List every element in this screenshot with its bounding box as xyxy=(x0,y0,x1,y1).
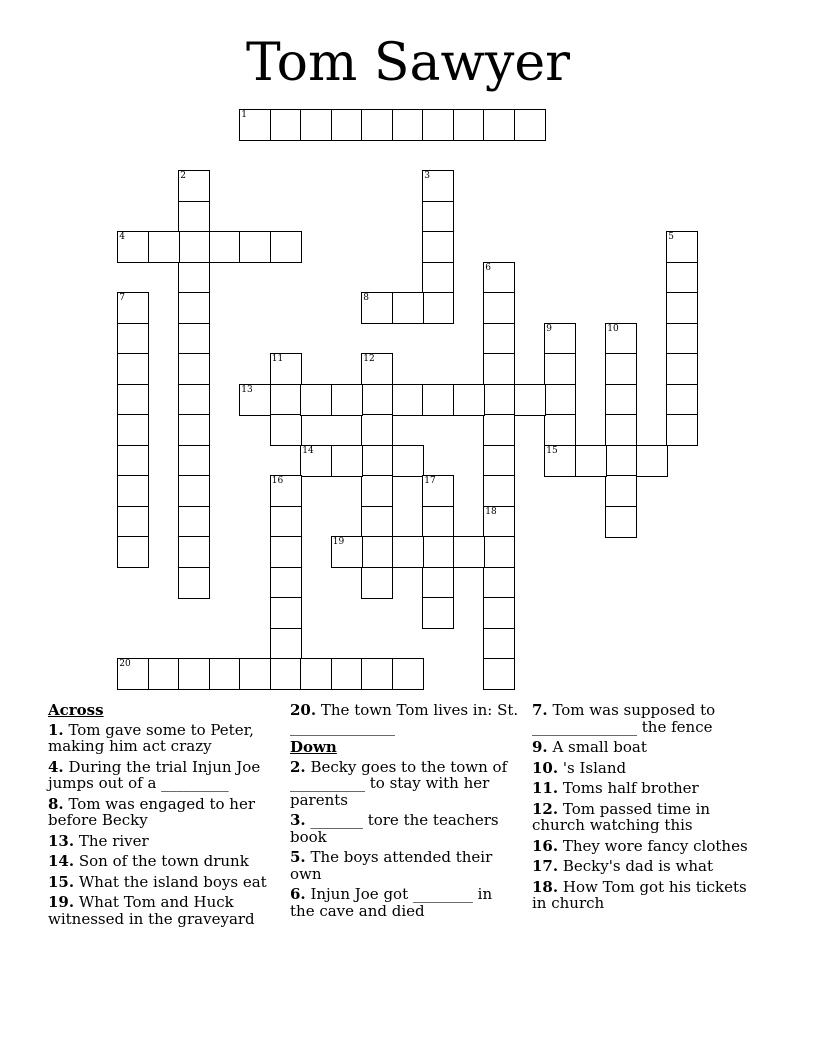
clue-down-17[interactable]: 17. Becky's dad is what xyxy=(532,857,713,875)
grid-cell[interactable] xyxy=(666,384,698,416)
grid-cell[interactable] xyxy=(361,384,393,416)
grid-cell[interactable] xyxy=(270,384,302,416)
grid-cell[interactable] xyxy=(666,292,698,324)
grid-cell[interactable] xyxy=(361,414,393,446)
grid-cell[interactable] xyxy=(544,353,576,385)
grid-cell[interactable] xyxy=(605,506,637,538)
clue-number: 17 xyxy=(424,476,436,487)
clue-across-14[interactable]: 14. Son of the town drunk xyxy=(48,852,249,870)
grid-cell[interactable] xyxy=(178,506,210,538)
clue-across-13[interactable]: 13. The river xyxy=(48,831,149,850)
grid-cell[interactable] xyxy=(300,658,332,690)
grid-cell[interactable] xyxy=(483,597,515,629)
grid-cell[interactable] xyxy=(422,506,454,538)
clue-number: 15 xyxy=(546,445,558,456)
grid-cell[interactable] xyxy=(483,536,515,568)
grid-cell[interactable] xyxy=(361,292,393,324)
clue-across-20[interactable]: 20. The town Tom lives in: St. ______________ xyxy=(290,701,519,736)
grid-cell[interactable] xyxy=(270,567,302,599)
grid-cell[interactable] xyxy=(270,597,302,629)
grid-cell[interactable] xyxy=(361,109,393,141)
grid-cell[interactable] xyxy=(605,414,637,446)
clue-number: 5 xyxy=(668,232,674,243)
clue-number: 1 xyxy=(241,110,247,121)
grid-cell[interactable] xyxy=(331,536,363,568)
grid-cell[interactable] xyxy=(422,597,454,629)
grid-cell[interactable] xyxy=(361,536,393,568)
clue-across-19[interactable]: 19. What Tom and Huck witnessed in the graveyard xyxy=(48,893,255,928)
grid-cell[interactable] xyxy=(666,414,698,446)
grid-cell[interactable] xyxy=(483,567,515,599)
grid-cell[interactable] xyxy=(239,109,271,141)
grid-cell[interactable] xyxy=(178,567,210,599)
clue-number: 19 xyxy=(332,537,345,548)
grid-cell[interactable] xyxy=(575,445,607,477)
grid-cell[interactable] xyxy=(422,384,454,416)
grid-cell[interactable] xyxy=(422,292,454,324)
grid-cell[interactable] xyxy=(605,353,637,385)
grid-cell[interactable] xyxy=(148,231,180,263)
clue-number: 2 xyxy=(180,171,186,182)
grid-cell[interactable] xyxy=(422,231,454,263)
clue-down-10[interactable]: 10. 's Island xyxy=(532,758,627,777)
grid-cell[interactable] xyxy=(544,414,576,446)
grid-cell[interactable] xyxy=(178,201,210,233)
grid-cell[interactable] xyxy=(392,658,424,690)
clue-across-4[interactable]: 4. During the trial Injun Joe jumps out of a _________ xyxy=(48,757,261,792)
grid-cell[interactable] xyxy=(117,536,149,568)
grid-cell[interactable] xyxy=(331,658,363,690)
grid-cell[interactable] xyxy=(178,262,210,294)
clue-down-7[interactable]: 7. Tom was supposed to ______________ the fence xyxy=(532,701,716,736)
grid-cell[interactable] xyxy=(178,323,210,355)
grid-cell[interactable] xyxy=(117,475,149,507)
clue-down-18[interactable]: 18. How Tom got his tickets in church xyxy=(532,877,747,912)
grid-cell[interactable] xyxy=(392,292,424,324)
grid-cell[interactable] xyxy=(483,628,515,660)
grid-cell[interactable] xyxy=(361,658,393,690)
grid-cell[interactable] xyxy=(209,658,241,690)
grid-cell[interactable] xyxy=(300,109,332,141)
grid-cell[interactable] xyxy=(270,628,302,660)
grid-cell[interactable] xyxy=(666,323,698,355)
clue-number: 11 xyxy=(271,354,284,365)
clue-column-3 xyxy=(532,700,752,916)
clue-number: 12 xyxy=(363,354,375,365)
clue-number: 6 xyxy=(485,262,491,273)
grid-cell[interactable] xyxy=(422,109,454,141)
grid-cell[interactable] xyxy=(392,109,424,141)
grid-cell[interactable] xyxy=(392,384,424,416)
grid-cell[interactable] xyxy=(483,292,515,324)
clue-down-16[interactable]: 16. They wore fancy clothes xyxy=(532,836,748,855)
grid-cell[interactable] xyxy=(117,384,149,416)
clue-number: 20 xyxy=(119,659,131,670)
grid-cell[interactable] xyxy=(605,475,637,507)
clue-across-15[interactable]: 15. What the island boys eat xyxy=(48,872,267,891)
clue-number: 3 xyxy=(424,171,430,182)
grid-cell[interactable] xyxy=(483,445,515,477)
grid-cell[interactable] xyxy=(178,658,210,690)
grid-cell[interactable] xyxy=(239,658,271,690)
grid-cell[interactable] xyxy=(453,384,485,416)
grid-cell[interactable] xyxy=(483,323,515,355)
clue-number: 8 xyxy=(363,293,369,304)
grid-cell[interactable] xyxy=(544,323,576,355)
grid-cell[interactable] xyxy=(636,445,668,477)
grid-cell[interactable] xyxy=(270,658,302,690)
clue-down-2[interactable]: 2. Becky goes to the town of __________ to stay with her parents xyxy=(290,757,508,809)
grid-cell[interactable] xyxy=(361,475,393,507)
grid-cell[interactable] xyxy=(392,536,424,568)
grid-cell[interactable] xyxy=(453,109,485,141)
clue-number: 14 xyxy=(302,445,314,456)
grid-cell[interactable] xyxy=(514,384,546,416)
grid-cell[interactable] xyxy=(483,475,515,507)
grid-cell[interactable] xyxy=(178,475,210,507)
grid-cell[interactable] xyxy=(239,384,271,416)
grid-cell[interactable] xyxy=(270,506,302,538)
grid-cell[interactable] xyxy=(178,231,210,263)
clue-down-9[interactable]: 9. A small boat xyxy=(532,738,647,756)
grid-cell[interactable] xyxy=(422,201,454,233)
clue-number: 10 xyxy=(607,323,619,334)
grid-cell[interactable] xyxy=(270,231,302,263)
grid-cell[interactable] xyxy=(422,567,454,599)
down-heading: Down xyxy=(290,738,337,756)
grid-cell[interactable] xyxy=(483,109,515,141)
grid-cell[interactable] xyxy=(422,170,454,202)
grid-cell[interactable] xyxy=(178,414,210,446)
grid-cell[interactable] xyxy=(270,353,302,385)
grid-cell[interactable] xyxy=(117,414,149,446)
grid-cell[interactable] xyxy=(117,658,149,690)
grid-cell[interactable] xyxy=(117,323,149,355)
grid-cell[interactable] xyxy=(361,567,393,599)
grid-cell[interactable] xyxy=(300,384,332,416)
grid-cell[interactable] xyxy=(483,262,515,294)
grid-cell[interactable] xyxy=(361,445,393,477)
grid-cell[interactable] xyxy=(178,353,210,385)
grid-cell[interactable] xyxy=(331,445,363,477)
clue-column-1 xyxy=(48,700,278,931)
grid-cell[interactable] xyxy=(178,536,210,568)
grid-cell[interactable] xyxy=(148,658,180,690)
grid-cell[interactable] xyxy=(483,414,515,446)
grid-cell[interactable] xyxy=(666,231,698,263)
clue-across-1[interactable]: 1. Tom gave some to Peter, making him act crazy xyxy=(48,720,254,755)
grid-cell[interactable] xyxy=(392,445,424,477)
puzzle-title: Tom Sawyer xyxy=(246,33,570,93)
grid-cell[interactable] xyxy=(117,231,149,263)
clue-number: 16 xyxy=(271,476,284,487)
grid-cell[interactable] xyxy=(422,475,454,507)
grid-cell[interactable] xyxy=(361,506,393,538)
across-heading: Across xyxy=(48,701,104,719)
grid-cell[interactable] xyxy=(117,353,149,385)
grid-cell[interactable] xyxy=(514,109,546,141)
grid-cell[interactable] xyxy=(300,445,332,477)
grid-cell[interactable] xyxy=(117,292,149,324)
clue-down-5[interactable]: 5. The boys attended their own xyxy=(290,848,493,883)
clue-number: 9 xyxy=(546,323,552,334)
grid-cell[interactable] xyxy=(422,262,454,294)
grid-cell[interactable] xyxy=(544,384,576,416)
grid-cell[interactable] xyxy=(422,536,454,568)
clue-across-8[interactable]: 8. Tom was engaged to her before Becky xyxy=(48,794,256,829)
grid-cell[interactable] xyxy=(483,353,515,385)
clue-down-11[interactable]: 11. Toms half brother xyxy=(532,779,699,797)
grid-cell[interactable] xyxy=(117,506,149,538)
grid-cell[interactable] xyxy=(331,109,363,141)
clue-number: 7 xyxy=(119,293,125,304)
clue-number: 18 xyxy=(485,506,497,517)
grid-cell[interactable] xyxy=(270,109,302,141)
grid-cell[interactable] xyxy=(605,384,637,416)
clue-down-3[interactable]: 3. _______ tore the teachers book xyxy=(290,811,499,846)
grid-cell[interactable] xyxy=(666,353,698,385)
grid-cell[interactable] xyxy=(483,506,515,538)
grid-cell[interactable] xyxy=(239,231,271,263)
grid-cell[interactable] xyxy=(361,353,393,385)
grid-cell[interactable] xyxy=(544,445,576,477)
clue-down-6[interactable]: 6. Injun Joe got ________ in the cave and died xyxy=(290,885,493,920)
grid-cell[interactable] xyxy=(178,170,210,202)
clue-number: 4 xyxy=(119,232,125,243)
clue-number: 13 xyxy=(241,384,253,395)
grid-cell[interactable] xyxy=(605,323,637,355)
grid-cell[interactable] xyxy=(605,445,637,477)
grid-cell[interactable] xyxy=(178,384,210,416)
grid-cell[interactable] xyxy=(178,292,210,324)
grid-cell[interactable] xyxy=(666,262,698,294)
grid-cell[interactable] xyxy=(117,445,149,477)
grid-cell[interactable] xyxy=(483,384,515,416)
grid-cell[interactable] xyxy=(270,475,302,507)
grid-cell[interactable] xyxy=(209,231,241,263)
grid-cell[interactable] xyxy=(453,536,485,568)
grid-cell[interactable] xyxy=(178,445,210,477)
grid-cell[interactable] xyxy=(331,384,363,416)
grid-cell[interactable] xyxy=(270,414,302,446)
clue-column-2 xyxy=(290,700,520,923)
clue-down-12[interactable]: 12. Tom passed time in church watching this xyxy=(532,799,711,834)
grid-cell[interactable] xyxy=(270,536,302,568)
grid-cell[interactable] xyxy=(483,658,515,690)
